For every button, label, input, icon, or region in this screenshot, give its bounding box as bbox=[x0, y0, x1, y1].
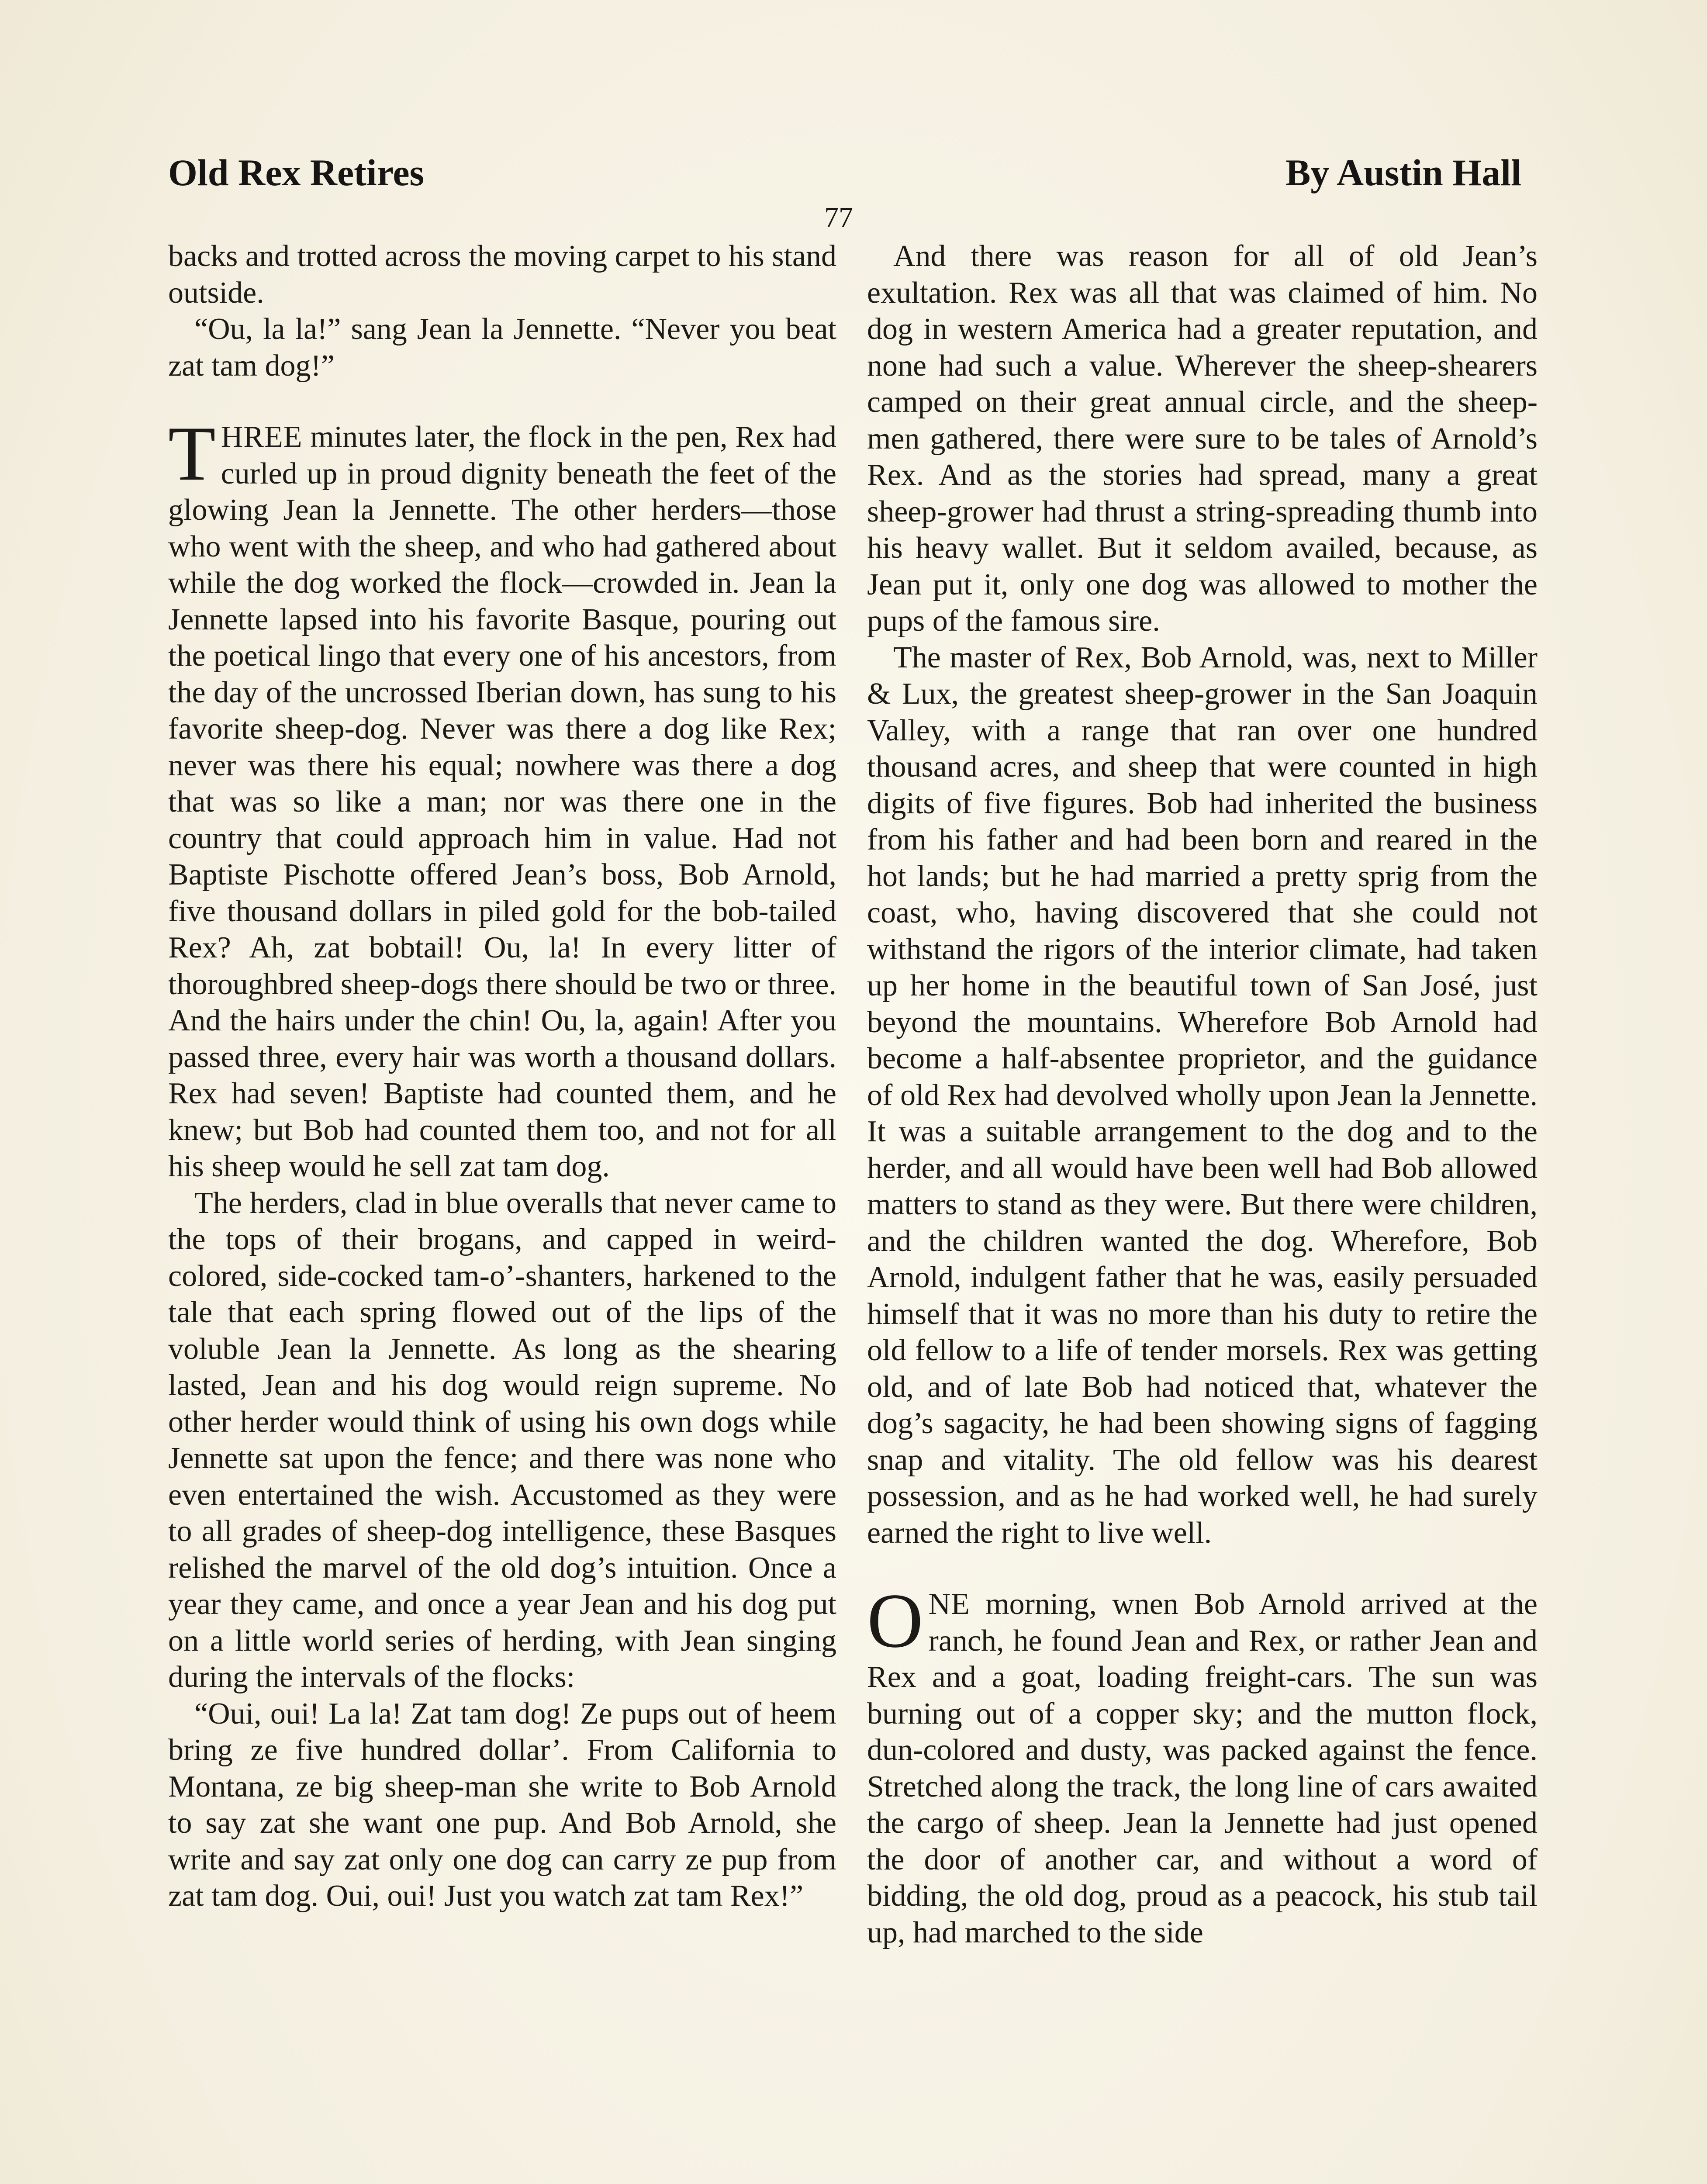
left-column bbox=[168, 238, 836, 1914]
paragraph-text: minutes later, the flock in the pen, Rex had curled up in proud dignity beneath the feet of the glowing Jean la Jennette. The other herders—those who went with the sheep, and who had gathered about while the dog worked the flock—crowded in. Jean la Jennette lapsed into his favorite Basque, pouring out the poetical lingo that every one of his ancestors, from the day of the uncrossed Iberian down, has sung to his favorite sheep-dog. Never was there a dog like Rex; never was there his equal; nowhere was there a dog that was so like a man; nor was there one in the country that could approach him in value. Had not Baptiste Pischotte offered Jean’s boss, Bob Arnold, five thousand dollars in piled gold for the bob-tailed Rex? Ah, zat bobtail! Ou, la! In every litter of thoroughbred sheep-dogs there should be two or three. And the hairs under the chin! Ou, la, again! After you passed three, every hair was worth a thousand dollars. Rex had seven! Baptiste had counted them, and he knew; but Bob had counted them too, and not for all his sheep would he sell zat tam dog. bbox=[168, 420, 836, 1183]
story-author: By Austin Hall bbox=[1285, 152, 1521, 194]
section-start-paragraph bbox=[168, 410, 836, 1185]
paragraph: The herders, clad in blue overalls that never came to the tops of their brogans, and capped in weird-colored, side-cocked tam-o’-shanters, harkened to the tale that each spring flowed out of the lips of the voluble Jean la Jennette. As long as the shearing lasted, Jean and his dog would reign supreme. No other herder would think of using his own dogs while Jennette sat upon the fence; and there was none who even entertained the wish. Accustomed as they were to all grades of sheep-dog intelligence, these Basques relished the marvel of the old dog’s intuition. Once a year they came, and once a year Jean and his dog put on a little world series of herding, with Jean singing during the intervals of the flocks: bbox=[168, 1186, 836, 1694]
paragraph: And there was reason for all of old Jean’s exultation. Rex was all that was claimed of him. No dog in western America had a greater reputation, and none had such a value. Wherever the sheep-shearers camped on their great annual circle, and the sheep-men gathered, there were sure to be tales of Arnold’s Rex. And as the stories had spread, many a great sheep-grower had thrust a string-spreading thumb into his heavy wallet. But it seldom availed, because, as Jean put it, only one dog was allowed to mother the pups of the famous sire. bbox=[867, 239, 1538, 638]
drop-cap: T bbox=[168, 410, 216, 497]
drop-cap: O bbox=[867, 1577, 923, 1664]
small-caps-lead: HREE bbox=[221, 420, 303, 454]
small-caps-lead: NE bbox=[928, 1587, 970, 1621]
right-column bbox=[867, 238, 1538, 1951]
story-title: Old Rex Retires bbox=[168, 152, 424, 194]
paragraph: “Ou, la la!” sang Jean la Jennette. “Never you beat zat tam dog!” bbox=[168, 312, 836, 383]
paragraph-text: morning, wnen Bob Arnold arrived at the ranch, he found Jean and Rex, or rather Jean and Rex and a goat, loading freight-cars. The sun was burning out of a copper sky; and the mutton flock, dun-colored and dusty, was packed against the fence. Stretched along the track, the long line of cars awaited the cargo of sheep. Jean la Jennette had just opened the door of another car, and without a word of bidding, the old dog, proud as a peacock, his stub tail up, had marched to the side bbox=[867, 1587, 1538, 1949]
paragraph: The master of Rex, Bob Arnold, was, next to Miller & Lux, the greatest sheep-grower in the San Joaquin Valley, with a range that ran over one hundred thousand acres, and sheep that were counted in high digits of five figures. Bob had inherited the business from his father and had been born and reared in the hot lands; but he had married a pretty sprig from the coast, who, having discovered that she could not withstand the rigors of the interior climate, had taken up her home in the beautiful town of San José, just beyond the mountains. Wherefore Bob Arnold had become a half-absentee proprietor, and the guidance of old Rex had devolved wholly upon Jean la Jennette. It was a suitable arrangement to the dog and to the herder, and all would have been well had Bob allowed matters to stand as they were. But there were children, and the children wanted the dog. Wherefore, Bob Arnold, indulgent father that he was, easily persuaded himself that it was no more than his duty to retire the old fellow to a life of tender morsels. Rex was getting old, and of late Bob had noticed that, whatever the dog’s sagacity, he had been showing signs of fagging snap and vitality. The old fellow was his dearest possession, and as he had worked well, he had surely earned the right to live well. bbox=[867, 640, 1538, 1550]
paragraph: “Oui, oui! La la! Zat tam dog! Ze pups out of heem bring ze five hundred dollar’. From California to Montana, ze big sheep-man she write to Bob Arnold to say zat she want one pup. And Bob Arnold, she write and say zat only one dog can carry ze pup from zat tam dog. Oui, oui! Just you watch zat tam Rex!” bbox=[168, 1697, 836, 1913]
paragraph: backs and trotted across the moving carpet to his stand outside. bbox=[168, 239, 836, 310]
page-number: 77 bbox=[824, 201, 853, 233]
section-start-paragraph bbox=[867, 1577, 1538, 1951]
